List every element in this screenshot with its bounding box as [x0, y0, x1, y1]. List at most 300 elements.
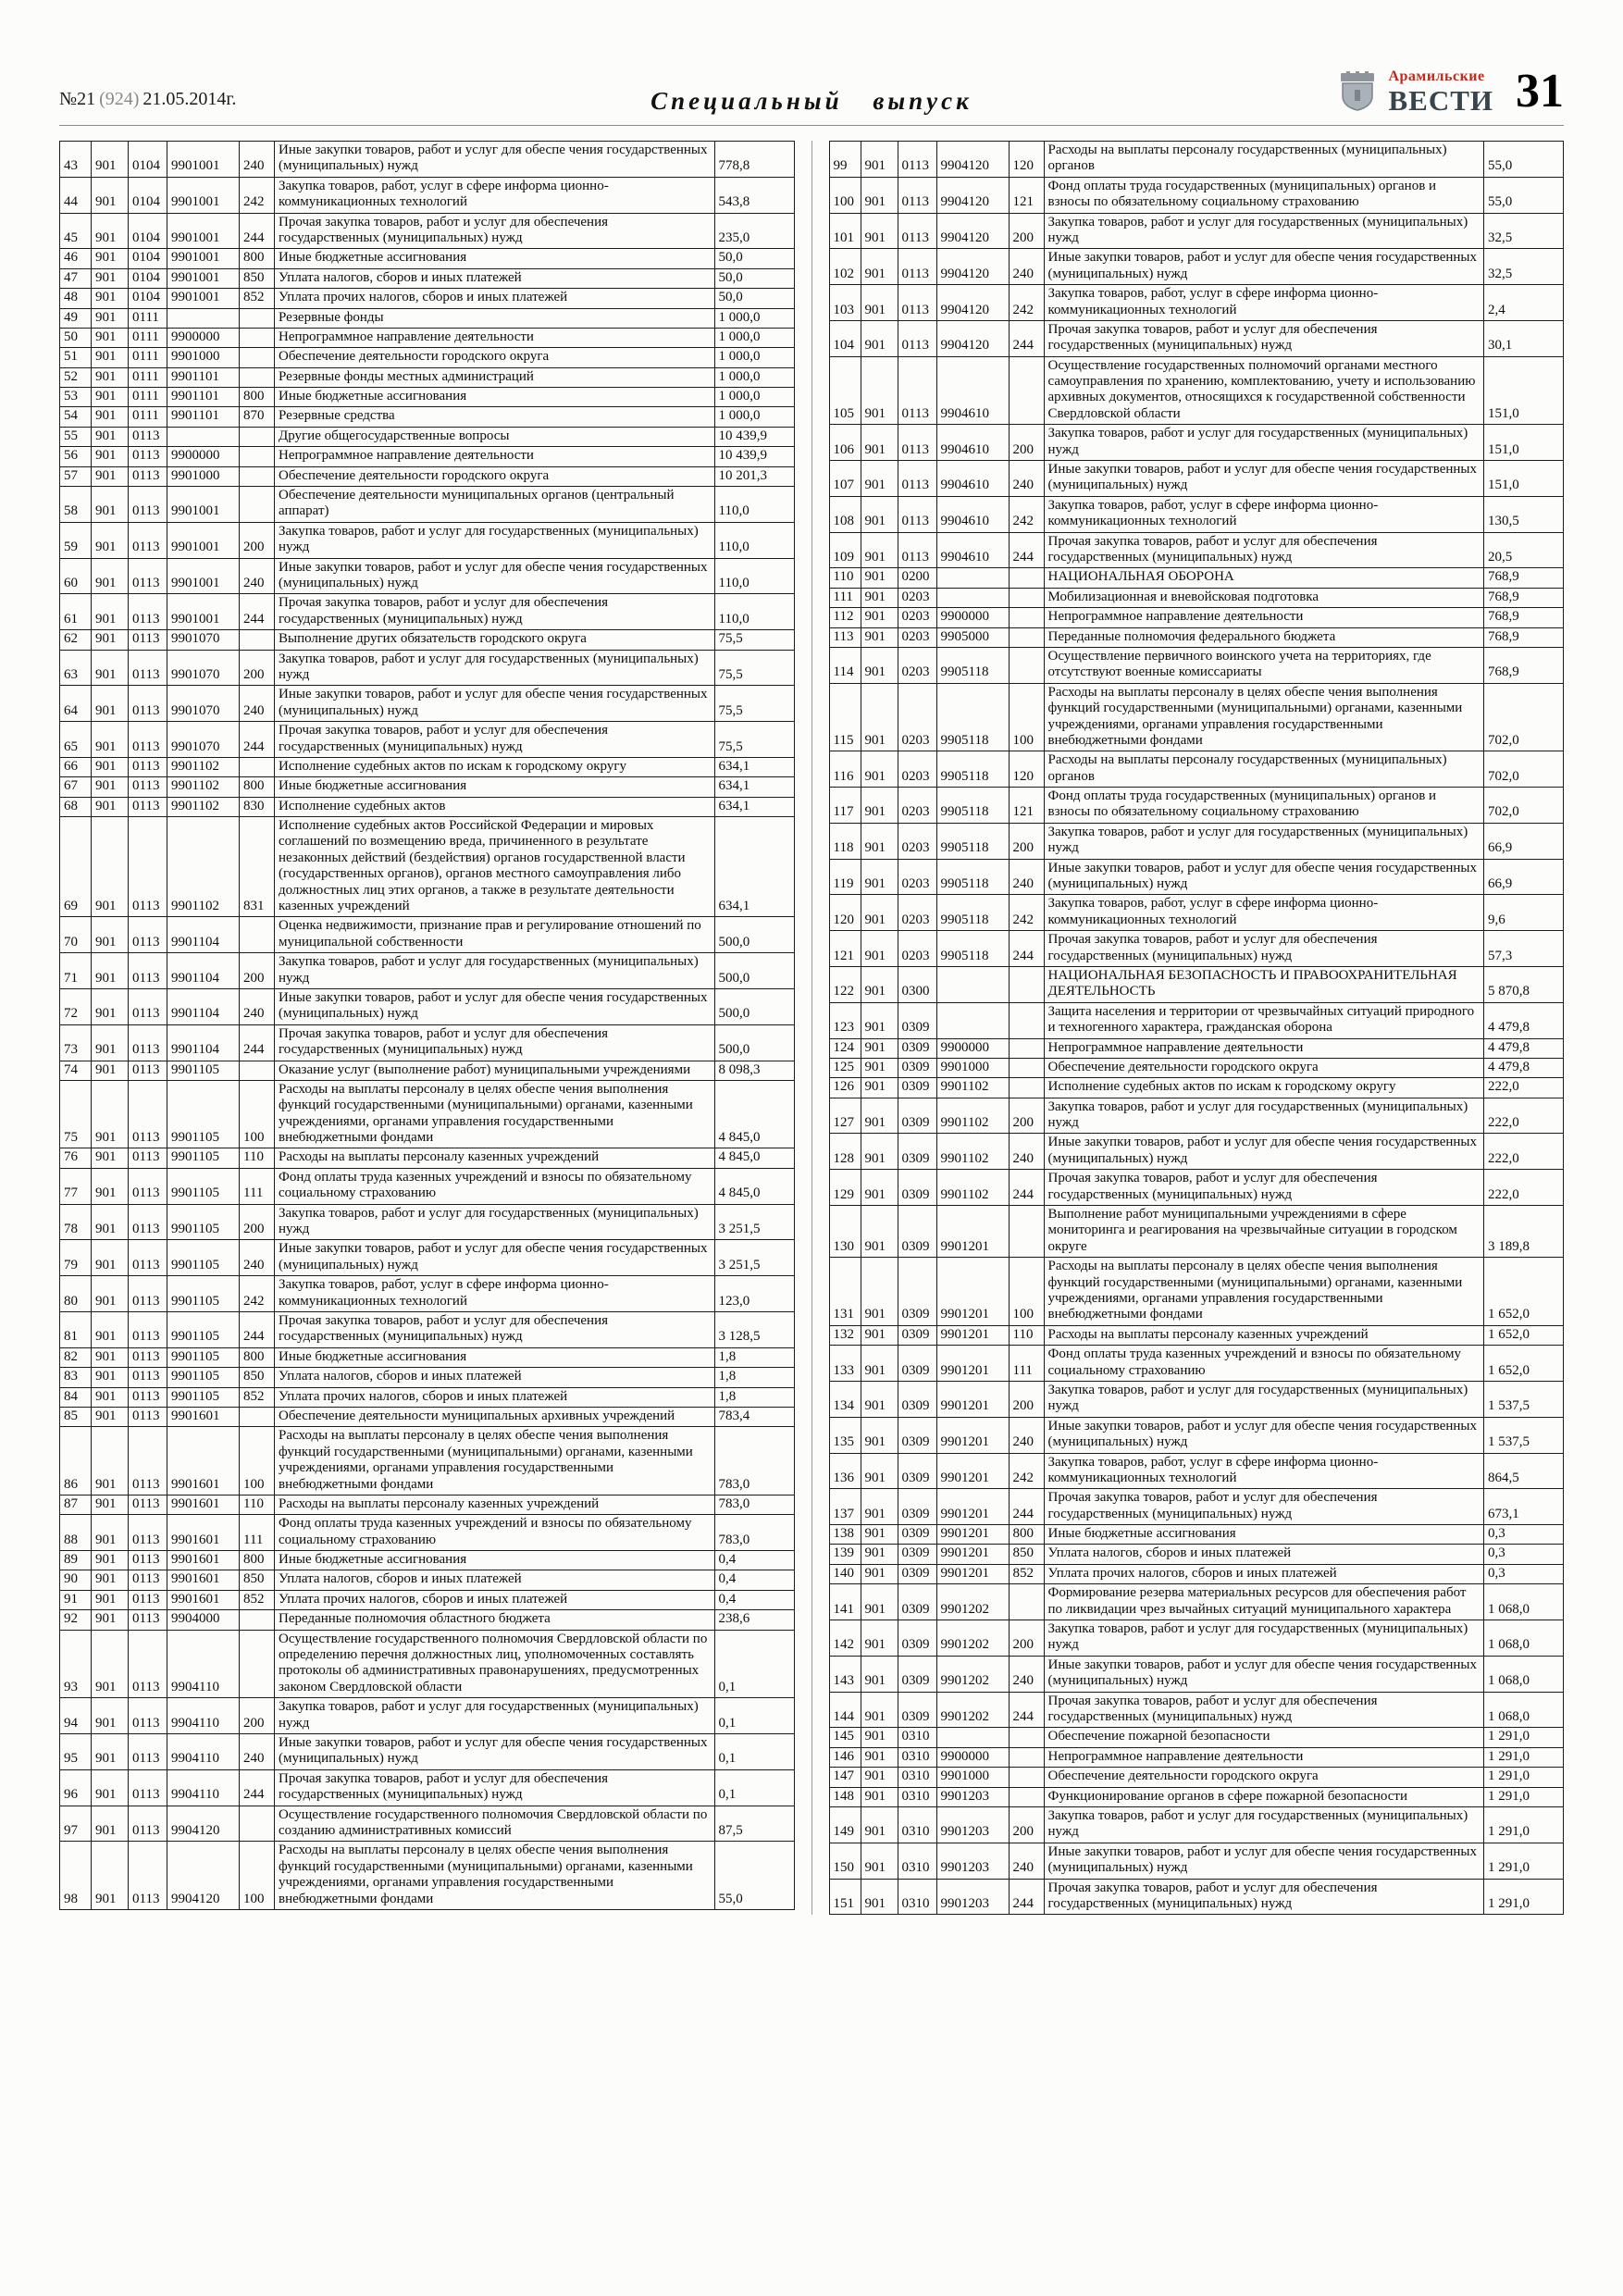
section-code: 0113	[898, 356, 936, 425]
grbs-code: 901	[92, 558, 129, 594]
target-article-code: 9901102	[936, 1134, 1009, 1170]
budget-row	[829, 647, 1564, 683]
grbs-code: 901	[861, 285, 898, 321]
row-number: 116	[829, 751, 861, 788]
budget-row	[60, 487, 795, 523]
budget-row	[829, 1728, 1564, 1747]
expense-name: Уплата прочих налогов, сборов и иных платежей	[275, 1590, 715, 1609]
section-code: 0113	[129, 1276, 167, 1312]
expense-type-code	[240, 466, 275, 486]
grbs-code: 901	[861, 966, 898, 1002]
section-code: 0309	[898, 1038, 936, 1058]
section-code: 0203	[898, 895, 936, 931]
amount: 222,0	[1484, 1078, 1564, 1098]
target-article-code: 9901601	[167, 1515, 240, 1551]
budget-row	[829, 532, 1564, 568]
expense-name: Резервные фонды местных администраций	[275, 367, 715, 387]
row-number: 97	[60, 1806, 92, 1842]
expense-type-code: 200	[1009, 425, 1044, 461]
expense-type-code: 110	[1009, 1325, 1044, 1345]
row-number: 65	[60, 722, 92, 758]
expense-name: Расходы на выплаты персоналу в целях обеспе чения выполнения функций государственными (муниципальными) органами, казенными учреждениями, органами управления государственными внебюджетными фондами	[275, 1080, 715, 1148]
section-code: 0113	[129, 1733, 167, 1769]
grbs-code: 901	[92, 367, 129, 387]
row-number: 59	[60, 522, 92, 558]
amount: 32,5	[1484, 249, 1564, 285]
budget-row	[60, 1312, 795, 1348]
expense-type-code: 800	[240, 249, 275, 268]
expense-type-code: 244	[1009, 1489, 1044, 1525]
expense-name: Иные бюджетные ассигнования	[1044, 1525, 1484, 1545]
row-number: 137	[829, 1489, 861, 1525]
grbs-code: 901	[92, 630, 129, 650]
grbs-code: 901	[861, 1806, 898, 1843]
amount: 1 068,0	[1484, 1692, 1564, 1728]
budget-row	[829, 931, 1564, 967]
amount: 110,0	[714, 522, 794, 558]
row-number: 112	[829, 608, 861, 627]
expense-name: Прочая закупка товаров, работ и услуг для обеспечения государственных (муниципальных) нужд	[275, 594, 715, 630]
amount: 634,1	[714, 797, 794, 816]
target-article-code: 9901102	[167, 757, 240, 776]
target-article-code: 9904610	[936, 461, 1009, 497]
target-article-code: 9901203	[936, 1879, 1009, 1915]
expense-type-code: 240	[240, 988, 275, 1024]
amount: 768,9	[1484, 627, 1564, 647]
expense-type-code: 240	[240, 558, 275, 594]
row-number: 100	[829, 177, 861, 213]
target-article-code: 9900000	[167, 328, 240, 347]
target-article-code: 9904120	[936, 213, 1009, 249]
expense-name: Переданные полномочия областного бюджета	[275, 1610, 715, 1630]
target-article-code: 9904110	[167, 1698, 240, 1734]
grbs-code: 901	[92, 722, 129, 758]
row-number: 136	[829, 1453, 861, 1489]
section-code: 0203	[898, 588, 936, 607]
budget-row	[829, 496, 1564, 532]
expense-name: Закупка товаров, работ и услуг для государственных (муниципальных) нужд	[1044, 425, 1484, 461]
amount: 1 291,0	[1484, 1768, 1564, 1787]
amount: 1 000,0	[714, 367, 794, 387]
grbs-code: 901	[92, 1610, 129, 1630]
amount: 778,8	[714, 142, 794, 178]
target-article-code: 9901001	[167, 594, 240, 630]
grbs-code: 901	[861, 1170, 898, 1206]
budget-row	[829, 356, 1564, 425]
budget-row	[829, 751, 1564, 788]
expense-name: Расходы на выплаты персоналу казенных учреждений	[1044, 1325, 1484, 1345]
row-number: 88	[60, 1515, 92, 1551]
amount: 1 000,0	[714, 388, 794, 407]
amount: 50,0	[714, 289, 794, 308]
section-code: 0113	[129, 1515, 167, 1551]
expense-name: Обеспечение пожарной безопасности	[1044, 1728, 1484, 1747]
grbs-code: 901	[92, 1769, 129, 1806]
row-number: 49	[60, 308, 92, 328]
amount: 110,0	[714, 487, 794, 523]
expense-name: Расходы на выплаты персоналу в целях обеспе чения выполнения функций государственными (муниципальными) органами, казенными учреждениями, органами управления государственными внебюджетными фондами	[275, 1427, 715, 1496]
amount: 4 479,8	[1484, 1038, 1564, 1058]
target-article-code: 9901601	[167, 1427, 240, 1496]
row-number: 118	[829, 823, 861, 859]
target-article-code: 9901105	[167, 1204, 240, 1240]
amount: 500,0	[714, 917, 794, 953]
budget-row	[829, 1325, 1564, 1345]
target-article-code: 9901105	[167, 1276, 240, 1312]
grbs-code: 901	[861, 608, 898, 627]
section-code: 0113	[898, 142, 936, 178]
budget-row	[60, 367, 795, 387]
brand-name-bottom: ВЕСТИ	[1388, 83, 1493, 117]
section-code: 0309	[898, 1545, 936, 1564]
expense-name: Иные бюджетные ассигнования	[275, 249, 715, 268]
section-code: 0310	[898, 1747, 936, 1767]
row-number: 73	[60, 1024, 92, 1061]
grbs-code: 901	[861, 627, 898, 647]
expense-type-code: 244	[1009, 1170, 1044, 1206]
expense-type-code	[240, 487, 275, 523]
budget-row	[60, 988, 795, 1024]
expense-type-code: 200	[240, 522, 275, 558]
expense-type-code	[240, 447, 275, 466]
section-code: 0113	[129, 777, 167, 797]
row-number: 98	[60, 1842, 92, 1910]
amount: 238,6	[714, 1610, 794, 1630]
row-number: 69	[60, 817, 92, 917]
amount: 1 000,0	[714, 348, 794, 367]
amount: 0,1	[714, 1733, 794, 1769]
expense-name: Выполнение работ муниципальными учреждениями в сфере мониторинга и реагирования на чрезвычайные ситуации в городском округе	[1044, 1206, 1484, 1258]
expense-type-code: 850	[1009, 1545, 1044, 1564]
grbs-code: 901	[861, 1525, 898, 1545]
grbs-code: 901	[92, 1368, 129, 1387]
budget-row	[60, 447, 795, 466]
row-number: 109	[829, 532, 861, 568]
budget-row	[60, 289, 795, 308]
row-number: 91	[60, 1590, 92, 1609]
section-code: 0113	[898, 461, 936, 497]
amount: 1 537,5	[1484, 1417, 1564, 1453]
row-number: 144	[829, 1692, 861, 1728]
budget-row	[829, 1747, 1564, 1767]
expense-name: Осуществление государственного полномочия Свердловской области по определению перечня должностных лиц, уполномоченных составлять протоколы об административных правонарушениях, предусмотренных законом Свердловской области	[275, 1630, 715, 1698]
expense-type-code: 850	[240, 268, 275, 288]
row-number: 146	[829, 1747, 861, 1767]
expense-type-code	[1009, 1728, 1044, 1747]
budget-row	[829, 1787, 1564, 1806]
row-number: 138	[829, 1525, 861, 1545]
expense-type-code: 200	[240, 953, 275, 989]
budget-row	[60, 917, 795, 953]
amount: 235,0	[714, 213, 794, 249]
budget-row	[829, 1453, 1564, 1489]
target-article-code: 9901201	[936, 1206, 1009, 1258]
expense-type-code: 242	[240, 1276, 275, 1312]
target-article-code	[936, 568, 1009, 588]
expense-name: Непрограммное направление деятельности	[1044, 1747, 1484, 1767]
grbs-code: 901	[861, 142, 898, 178]
expense-name: Резервные средства	[275, 407, 715, 427]
target-article-code: 9901101	[167, 407, 240, 427]
section-code: 0113	[898, 177, 936, 213]
row-number: 117	[829, 788, 861, 824]
section-code: 0309	[898, 1584, 936, 1620]
grbs-code: 901	[861, 859, 898, 895]
expense-type-code: 120	[1009, 751, 1044, 788]
expense-type-code: 242	[1009, 895, 1044, 931]
expense-type-code	[1009, 647, 1044, 683]
section-code: 0113	[129, 1427, 167, 1496]
section-code: 0104	[129, 177, 167, 213]
row-number: 128	[829, 1134, 861, 1170]
row-number: 126	[829, 1078, 861, 1098]
target-article-code: 9905118	[936, 647, 1009, 683]
expense-name: Исполнение судебных актов по искам к городскому округу	[1044, 1078, 1484, 1098]
amount: 110,0	[714, 558, 794, 594]
grbs-code: 901	[861, 532, 898, 568]
amount: 634,1	[714, 757, 794, 776]
grbs-code: 901	[92, 213, 129, 249]
target-article-code: 9901105	[167, 1168, 240, 1204]
grbs-code: 901	[92, 686, 129, 722]
expense-name: Фонд оплаты труда казенных учреждений и взносы по обязательному социальному страхованию	[1044, 1346, 1484, 1382]
section-code: 0203	[898, 751, 936, 788]
expense-type-code	[240, 1630, 275, 1698]
budget-column-left	[59, 141, 795, 1910]
target-article-code: 9901070	[167, 686, 240, 722]
expense-type-code: 244	[1009, 1879, 1044, 1915]
grbs-code: 901	[92, 817, 129, 917]
row-number: 101	[829, 213, 861, 249]
grbs-code: 901	[861, 356, 898, 425]
amount: 123,0	[714, 1276, 794, 1312]
section-code: 0113	[129, 1610, 167, 1630]
grbs-code: 901	[92, 1630, 129, 1698]
edition-title: Специальный выпуск	[650, 87, 973, 115]
target-article-code: 9901202	[936, 1656, 1009, 1692]
amount: 783,0	[714, 1495, 794, 1514]
section-code: 0104	[129, 213, 167, 249]
amount: 768,9	[1484, 608, 1564, 627]
grbs-code: 901	[861, 751, 898, 788]
expense-type-code: 852	[1009, 1564, 1044, 1583]
expense-type-code	[1009, 1058, 1044, 1077]
expense-name: Иные закупки товаров, работ и услуг для обеспе чения государственных (муниципальных) нужд	[1044, 859, 1484, 895]
grbs-code: 901	[861, 788, 898, 824]
section-code: 0309	[898, 1489, 936, 1525]
budget-row	[829, 823, 1564, 859]
target-article-code: 9904120	[936, 177, 1009, 213]
grbs-code: 901	[92, 522, 129, 558]
section-code: 0310	[898, 1843, 936, 1879]
budget-row	[829, 788, 1564, 824]
brand-crest-icon	[1336, 71, 1379, 112]
expense-type-code	[1009, 627, 1044, 647]
expense-type-code: 240	[240, 1240, 275, 1276]
grbs-code: 901	[92, 407, 129, 427]
target-article-code	[167, 308, 240, 328]
amount: 4 845,0	[714, 1168, 794, 1204]
expense-name: Закупка товаров, работ, услуг в сфере информа ционно-коммуникационных технологий	[1044, 895, 1484, 931]
row-number: 77	[60, 1168, 92, 1204]
grbs-code: 901	[861, 1564, 898, 1583]
expense-name: Расходы на выплаты персоналу государственных (муниципальных) органов	[1044, 751, 1484, 788]
expense-name: Прочая закупка товаров, работ и услуг для обеспечения государственных (муниципальных) нужд	[275, 1769, 715, 1806]
expense-type-code	[1009, 1038, 1044, 1058]
row-number: 80	[60, 1276, 92, 1312]
target-article-code: 9904000	[167, 1610, 240, 1630]
budget-row	[60, 142, 795, 178]
grbs-code: 901	[861, 1417, 898, 1453]
amount: 151,0	[1484, 461, 1564, 497]
budget-row	[829, 1806, 1564, 1843]
budget-row	[829, 177, 1564, 213]
grbs-code: 901	[861, 425, 898, 461]
expense-type-code	[240, 630, 275, 650]
budget-row	[60, 1733, 795, 1769]
row-number: 133	[829, 1346, 861, 1382]
target-article-code: 9901202	[936, 1584, 1009, 1620]
target-article-code: 9905118	[936, 823, 1009, 859]
amount: 0,4	[714, 1590, 794, 1609]
target-article-code: 9901001	[167, 487, 240, 523]
budget-row	[829, 859, 1564, 895]
amount: 768,9	[1484, 647, 1564, 683]
row-number: 132	[829, 1325, 861, 1345]
row-number: 51	[60, 348, 92, 367]
section-code: 0309	[898, 1134, 936, 1170]
budget-row	[829, 142, 1564, 178]
row-number: 111	[829, 588, 861, 607]
issue-number: №21	[59, 89, 96, 109]
target-article-code: 9901104	[167, 1024, 240, 1061]
section-code: 0113	[129, 988, 167, 1024]
budget-row	[60, 213, 795, 249]
expense-type-code: 852	[240, 289, 275, 308]
target-article-code: 9901001	[167, 213, 240, 249]
target-article-code: 9900000	[936, 1038, 1009, 1058]
amount: 1 291,0	[1484, 1879, 1564, 1915]
budget-row	[60, 466, 795, 486]
budget-row	[60, 1387, 795, 1407]
expense-name: Переданные полномочия федерального бюджета	[1044, 627, 1484, 647]
budget-row	[829, 1525, 1564, 1545]
expense-type-code: 870	[240, 407, 275, 427]
target-article-code: 9901201	[936, 1489, 1009, 1525]
budget-row	[829, 1346, 1564, 1382]
expense-name: Закупка товаров, работ, услуг в сфере информа ционно-коммуникационных технологий	[1044, 1453, 1484, 1489]
budget-row	[60, 1842, 795, 1910]
expense-name: Прочая закупка товаров, работ и услуг для обеспечения государственных (муниципальных) нужд	[275, 722, 715, 758]
section-code: 0113	[129, 757, 167, 776]
grbs-code: 901	[861, 895, 898, 931]
section-code: 0113	[129, 1495, 167, 1514]
row-number: 78	[60, 1204, 92, 1240]
row-number: 61	[60, 594, 92, 630]
amount: 864,5	[1484, 1453, 1564, 1489]
target-article-code: 9901001	[167, 249, 240, 268]
target-article-code: 9901001	[167, 522, 240, 558]
grbs-code: 901	[92, 1806, 129, 1842]
expense-name: Закупка товаров, работ, услуг в сфере информа ционно-коммуникационных технологий	[275, 1276, 715, 1312]
amount: 110,0	[714, 594, 794, 630]
grbs-code: 901	[861, 213, 898, 249]
row-number: 74	[60, 1061, 92, 1080]
section-code: 0111	[129, 328, 167, 347]
target-article-code: 9901105	[167, 1061, 240, 1080]
amount: 10 439,9	[714, 447, 794, 466]
budget-row	[60, 249, 795, 268]
row-number: 70	[60, 917, 92, 953]
target-article-code: 9901203	[936, 1806, 1009, 1843]
row-number: 86	[60, 1427, 92, 1496]
budget-row	[829, 461, 1564, 497]
budget-row	[60, 1630, 795, 1698]
expense-type-code	[1009, 1768, 1044, 1787]
expense-name: Резервные фонды	[275, 308, 715, 328]
expense-name: Обеспечение деятельности городского округа	[1044, 1058, 1484, 1077]
budget-row	[829, 1381, 1564, 1417]
grbs-code: 901	[861, 1620, 898, 1657]
row-number: 95	[60, 1733, 92, 1769]
budget-row	[829, 1002, 1564, 1038]
target-article-code: 9905118	[936, 895, 1009, 931]
row-number: 143	[829, 1656, 861, 1692]
row-number: 110	[829, 568, 861, 588]
expense-type-code: 240	[1009, 1417, 1044, 1453]
budget-row	[829, 1564, 1564, 1583]
budget-row	[829, 1843, 1564, 1879]
expense-name: Закупка товаров, работ и услуг для государственных (муниципальных) нужд	[1044, 823, 1484, 859]
grbs-code: 901	[92, 1570, 129, 1590]
expense-type-code: 240	[1009, 859, 1044, 895]
section-code: 0113	[129, 447, 167, 466]
amount: 10 439,9	[714, 427, 794, 446]
budget-row	[60, 1368, 795, 1387]
amount: 673,1	[1484, 1489, 1564, 1525]
amount: 55,0	[1484, 177, 1564, 213]
issue-date: 21.05.2014г.	[142, 89, 237, 109]
budget-row	[60, 1551, 795, 1570]
amount: 20,5	[1484, 532, 1564, 568]
section-code: 0113	[129, 1080, 167, 1148]
target-article-code: 9901201	[936, 1453, 1009, 1489]
grbs-code: 901	[92, 1698, 129, 1734]
budget-row	[829, 683, 1564, 751]
section-code: 0310	[898, 1806, 936, 1843]
grbs-code: 901	[92, 1427, 129, 1496]
expense-name: Непрограммное направление деятельности	[1044, 608, 1484, 627]
target-article-code: 9904110	[167, 1733, 240, 1769]
target-article-code: 9901105	[167, 1148, 240, 1168]
amount: 151,0	[1484, 425, 1564, 461]
amount: 634,1	[714, 777, 794, 797]
row-number: 151	[829, 1879, 861, 1915]
grbs-code: 901	[92, 1515, 129, 1551]
expense-type-code	[1009, 608, 1044, 627]
expense-type-code: 850	[240, 1570, 275, 1590]
target-article-code: 9901104	[167, 953, 240, 989]
expense-name: Оценка недвижимости, признание прав и регулирование отношений по муниципальной собственности	[275, 917, 715, 953]
budget-row	[829, 1417, 1564, 1453]
budget-row	[829, 1768, 1564, 1787]
expense-type-code: 244	[240, 213, 275, 249]
amount: 500,0	[714, 1024, 794, 1061]
row-number: 142	[829, 1620, 861, 1657]
amount: 702,0	[1484, 788, 1564, 824]
budget-row	[829, 1692, 1564, 1728]
expense-name: НАЦИОНАЛЬНАЯ БЕЗОПАСНОСТЬ И ПРАВООХРАНИТЕЛЬНАЯ ДЕЯТЕЛЬНОСТЬ	[1044, 966, 1484, 1002]
